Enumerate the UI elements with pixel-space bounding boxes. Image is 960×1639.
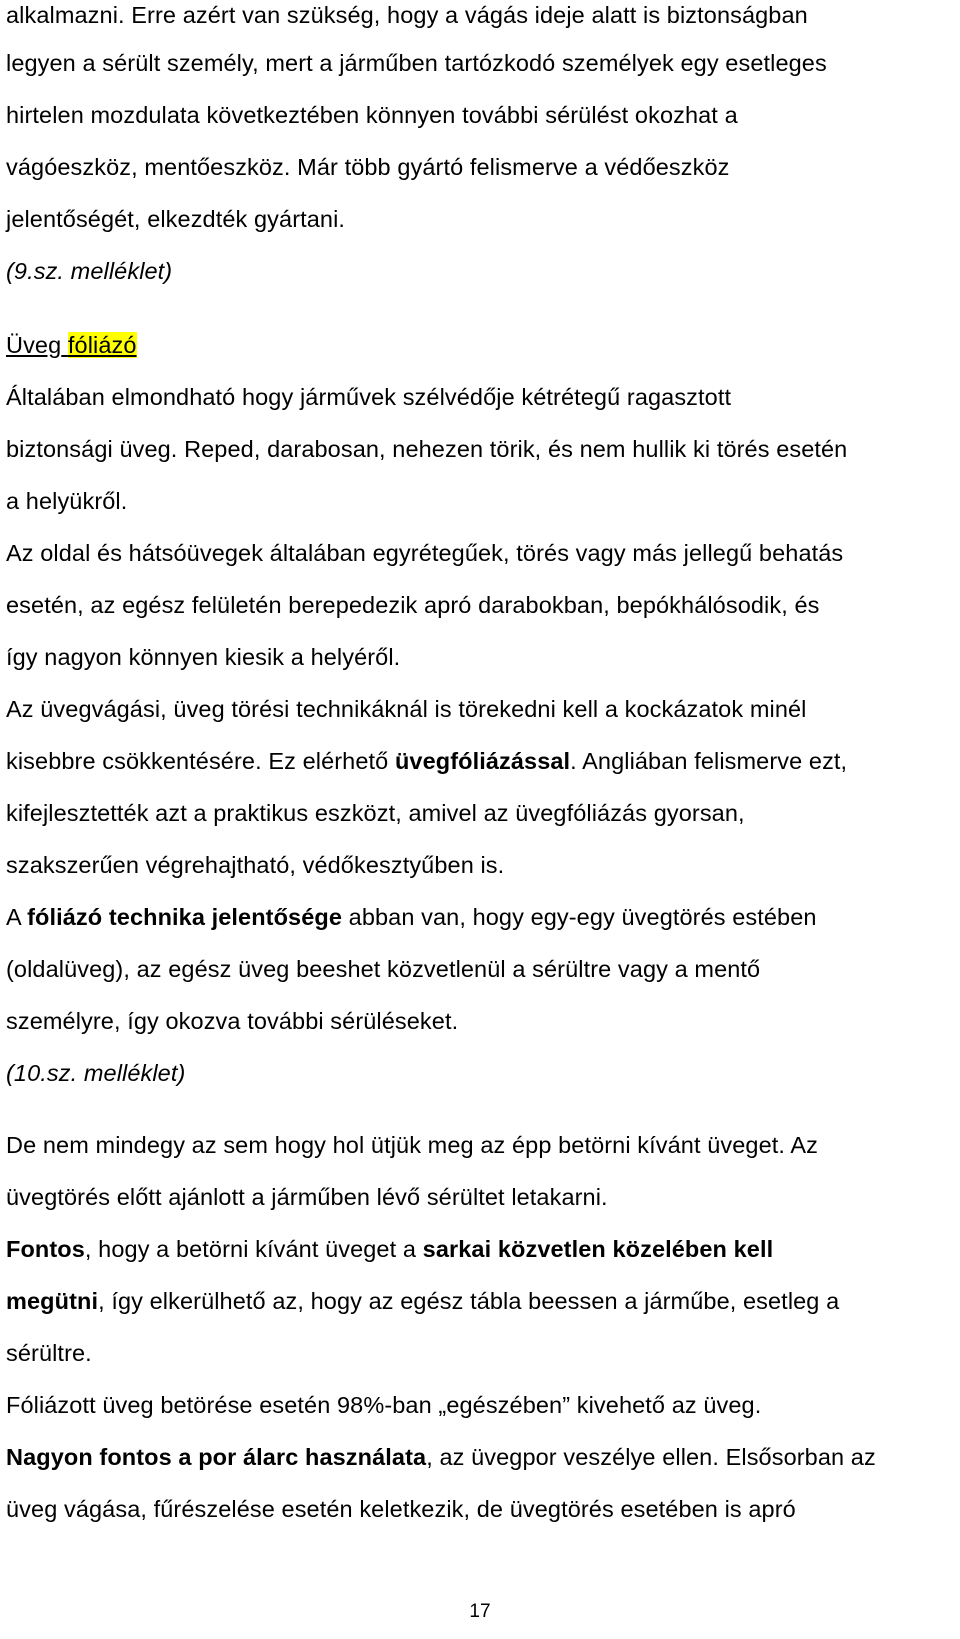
text-line <box>6 902 817 932</box>
text-line: De nem mindegy az sem hogy hol ütjük meg az épp betörni kívánt üveget. Az <box>6 1132 818 1158</box>
bold-term: Fontos <box>6 1236 85 1262</box>
text-line: (oldalüveg), az egész üveg beeshet közvetlenül a sérültre vagy a mentő <box>6 956 761 982</box>
text-line <box>6 1286 839 1316</box>
text-line: a helyükről. <box>6 488 128 514</box>
heading-space <box>61 332 68 358</box>
text-span: , az üvegpor veszélye ellen. Elsősorban az <box>426 1444 876 1470</box>
text-span: abban van, hogy egy-egy üvegtörés estében <box>342 904 817 930</box>
text-line: üveg vágása, fűrészelése esetén keletkezik, de üvegtörés esetében is apró <box>6 1496 796 1522</box>
text-line: üvegtörés előtt ajánlott a járműben lévő sérültet letakarni. <box>6 1184 608 1210</box>
text-line <box>6 1442 876 1472</box>
annex-reference: (9.sz. melléklet) <box>6 258 173 284</box>
text-line: Fóliázott üveg betörése esetén 98%-ban „egészében” kivehető az üveg. <box>6 1392 762 1418</box>
annex-reference: (10.sz. melléklet) <box>6 1060 186 1086</box>
text-line: vágóeszköz, mentőeszköz. Már több gyártó felismerve a védőeszköz <box>6 154 730 180</box>
text-span: kisebbre csökkentésére. Ez elérhető <box>6 748 395 774</box>
text-span: A <box>6 904 28 930</box>
text-line <box>6 746 847 776</box>
text-line: kifejlesztették azt a praktikus eszközt, amivel az üvegfóliázás gyorsan, <box>6 800 745 826</box>
text-line: biztonsági üveg. Reped, darabosan, nehezen törik, és nem hullik ki törés esetén <box>6 436 848 462</box>
text-line: Általában elmondható hogy járművek szélvédője kétrétegű ragasztott <box>6 384 732 410</box>
text-line: Az oldal és hátsóüvegek általában egyrétegűek, törés vagy más jellegű behatás <box>6 540 844 566</box>
bold-term: fóliázó technika jelentősége <box>27 904 343 930</box>
text-line: esetén, az egész felületén berepedezik apró darabokban, bepókhálósodik, és <box>6 592 820 618</box>
text-line: legyen a sérült személy, mert a járműben tartózkodó személyek egy esetleges <box>6 50 827 76</box>
text-span: . Angliában felismerve ezt, <box>570 748 848 774</box>
text-line: szakszerűen végrehajtható, védőkesztyűben is. <box>6 852 505 878</box>
highlighted-heading-word: fóliázó <box>67 332 137 358</box>
bold-term: megütni <box>6 1288 99 1314</box>
heading-word: Üveg <box>6 332 62 358</box>
text-line: így nagyon könnyen kiesik a helyéről. <box>6 644 401 670</box>
text-line: hirtelen mozdulata következtében könnyen további sérülést okozhat a <box>6 102 738 128</box>
page-number: 17 <box>469 1601 491 1622</box>
section-heading <box>6 330 137 360</box>
text-line: sérültre. <box>6 1340 92 1366</box>
text-span: , így elkerülhető az, hogy az egész tábla beessen a járműbe, esetleg a <box>98 1288 840 1314</box>
bold-term: Nagyon fontos a por álarc használata <box>6 1444 427 1470</box>
bold-term: sarkai közvetlen közelében kell <box>422 1236 774 1262</box>
bold-term: üvegfóliázással <box>394 748 571 774</box>
text-line: jelentőségét, elkezdték gyártani. <box>6 206 346 232</box>
text-line: Az üvegvágási, üveg törési technikáknál is törekedni kell a kockázatok minél <box>6 696 807 722</box>
text-line: alkalmazni. Erre azért van szükség, hogy a vágás ideje alatt is biztonságban <box>6 2 808 28</box>
text-span: , hogy a betörni kívánt üveget a <box>84 1236 423 1262</box>
text-line <box>6 1234 773 1264</box>
text-line: személyre, így okozva további sérüléseket. <box>6 1008 459 1034</box>
